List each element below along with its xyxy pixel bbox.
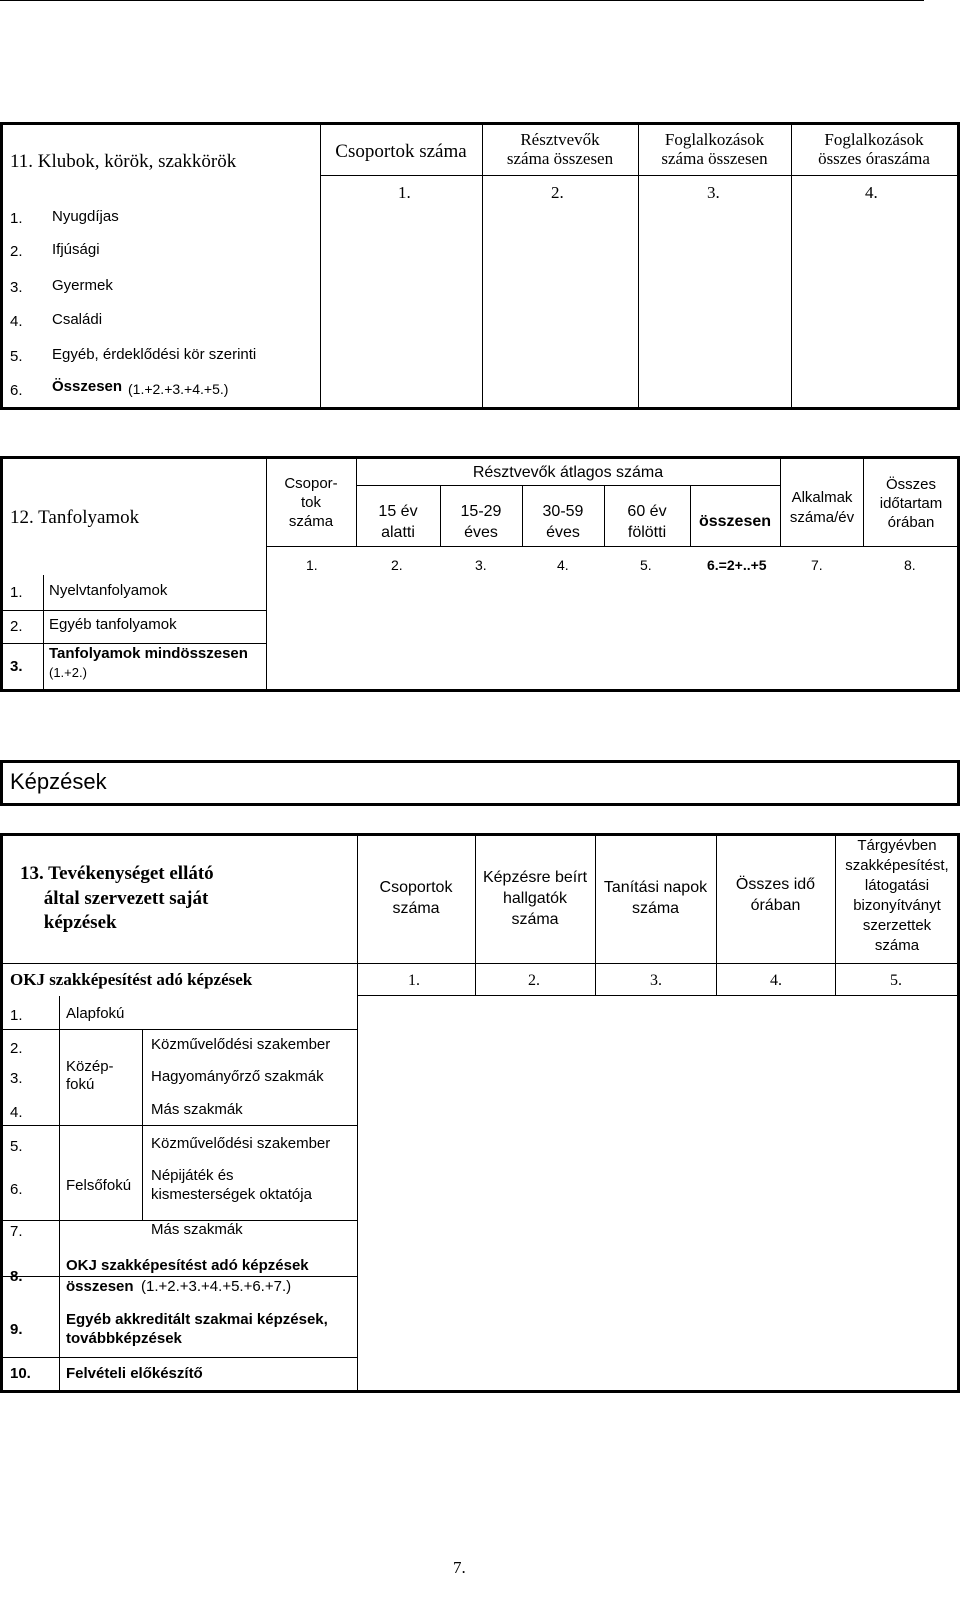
- header-kepzesre-beirt: Képzésre beírt hallgatók száma: [482, 869, 588, 928]
- row-number: 1.: [10, 210, 23, 227]
- row-number: 3.: [10, 279, 23, 296]
- header-30-59-eves: 30-59 éves: [542, 503, 584, 541]
- row-number: 8.: [10, 1268, 23, 1285]
- row-label: Nyugdíjas: [52, 208, 119, 225]
- row-number: 6.: [10, 382, 23, 399]
- section-12-title: 12. Tanfolyamok: [10, 507, 140, 528]
- row-label: Más szakmák: [151, 1101, 243, 1118]
- row-number: 5.: [10, 348, 23, 365]
- row-label: Közművelődési szakember: [151, 1135, 331, 1152]
- row-label: Népijáték és kismesterségek oktatója: [151, 1167, 312, 1203]
- row-label-total: összesen: [66, 1278, 134, 1295]
- col-number: 4.: [770, 972, 782, 989]
- row-label: OKJ szakképesítést adó képzések: [66, 1257, 309, 1274]
- col-number: 6.=2+..+5: [707, 557, 767, 573]
- row-number: 2.: [10, 618, 23, 635]
- header-targyevben: Tárgyévben szakképesítést, látogatási bizonyítványt szerzettek száma: [845, 837, 949, 954]
- col-number: 1.: [408, 972, 420, 989]
- row-label: Felvételi előkészítő: [66, 1365, 203, 1382]
- header-osszes-idotartam: Összes időtartam órában: [879, 476, 943, 531]
- row-number: 10.: [10, 1365, 31, 1382]
- col-number: 5.: [640, 557, 652, 573]
- felsofoku-label: Felsőfokú: [66, 1177, 132, 1194]
- header-csoportok: Csopor- tok száma: [284, 475, 338, 530]
- section-11-title: 11. Klubok, körök, szakkörök: [10, 151, 237, 172]
- col-number: 7.: [811, 557, 823, 573]
- col-number: 3.: [707, 183, 720, 202]
- header-alkalmak: Alkalmak száma/év: [789, 489, 855, 526]
- col-number: 2.: [551, 183, 564, 202]
- header-foglalkozasok-oraszama: Foglalkozások összes óraszáma: [818, 130, 930, 169]
- header-15-29-eves: 15-29 éves: [460, 503, 502, 541]
- top-rule: [0, 0, 924, 1]
- row-label: Alapfokú: [66, 1005, 125, 1022]
- header-csoportok-szama: Csoportok száma: [335, 141, 467, 162]
- col-number: 5.: [890, 972, 902, 989]
- row-label: Egyéb akkreditált szakmai képzések, továbbképzések: [66, 1311, 328, 1347]
- okj-label: OKJ szakképesítést adó képzések: [10, 970, 253, 989]
- row-number: 2.: [10, 243, 23, 260]
- header-60-ev-folotti: 60 év fölötti: [627, 503, 667, 541]
- page-number: 7.: [453, 1558, 466, 1577]
- col-number: 4.: [557, 557, 569, 573]
- row-number: 6.: [10, 1181, 23, 1198]
- header-osszesen: összesen: [698, 513, 772, 530]
- row-number: 3.: [10, 1070, 23, 1087]
- col-number: 2.: [391, 557, 403, 573]
- row-label: Gyermek: [52, 277, 113, 294]
- row-label: Ifjúsági: [52, 241, 100, 258]
- row-number: 5.: [10, 1138, 23, 1155]
- row-label-suffix: (1.+2.+3.+4.+5.+6.+7.): [141, 1278, 292, 1295]
- row-number: 1.: [10, 1007, 23, 1024]
- col-number: 1.: [306, 557, 318, 573]
- col-number: 1.: [398, 183, 411, 202]
- col-number: 3.: [475, 557, 487, 573]
- section-13-title: 13. Tevékenységet ellátó által szervezett saját képzések: [20, 863, 214, 934]
- header-csoportok-szama: Csoportok száma: [379, 879, 453, 917]
- row-label: Hagyományőrző szakmák: [151, 1068, 324, 1085]
- row-label: Nyelvtanfolyamok: [49, 582, 168, 599]
- row-label: Tanfolyamok mindösszesen: [49, 645, 248, 662]
- row-label-suffix: (1.+2.): [49, 665, 87, 680]
- row-label: Összesen: [52, 378, 123, 395]
- row-number: 2.: [10, 1040, 23, 1057]
- kepzesek-title: Képzések: [10, 769, 107, 794]
- col-number: 3.: [650, 972, 662, 989]
- row-number: 4.: [10, 313, 23, 330]
- row-number: 3.: [10, 658, 23, 675]
- row-label: Más szakmák: [151, 1221, 243, 1238]
- col-number: 8.: [904, 557, 916, 573]
- kozepfoku-label: Közép- fokú: [66, 1058, 114, 1093]
- row-number: 7.: [10, 1223, 23, 1240]
- col-number: 2.: [528, 972, 540, 989]
- row-number: 1.: [10, 584, 23, 601]
- row-label: Egyéb, érdeklődési kör szerinti: [52, 346, 257, 363]
- row-label-suffix: (1.+2.+3.+4.+5.): [128, 381, 229, 397]
- header-foglalkozasok-szama: Foglalkozások száma összesen: [661, 130, 768, 169]
- row-number: 9.: [10, 1321, 23, 1338]
- row-label: Családi: [52, 311, 103, 328]
- row-number: 4.: [10, 1104, 23, 1121]
- header-tanitasi-napok: Tanítási napok száma: [603, 879, 708, 917]
- header-resztvevok-atlagos: Résztvevők átlagos száma: [472, 464, 664, 481]
- kepzesek-banner: [0, 760, 960, 806]
- header-osszes-ido: Összes idő órában: [735, 876, 816, 914]
- header-15-ev-alatti: 15 év alatti: [378, 503, 418, 541]
- row-label: Egyéb tanfolyamok: [49, 616, 177, 633]
- row-label: Közművelődési szakember: [151, 1036, 331, 1053]
- col-number: 4.: [865, 183, 878, 202]
- header-resztvevok: Résztvevők száma összesen: [506, 130, 614, 169]
